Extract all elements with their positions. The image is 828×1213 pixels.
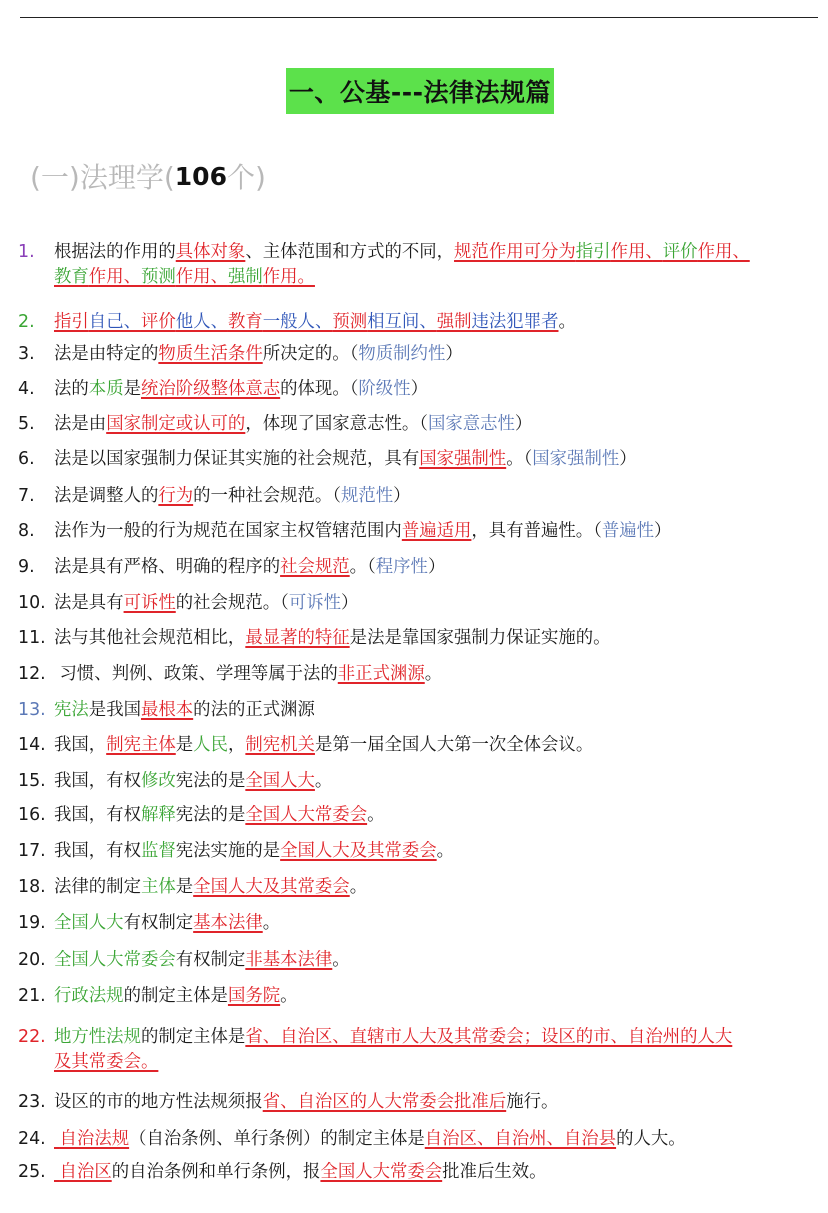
item-line: [18, 240, 828, 265]
item-text: 可诉性: [288, 593, 341, 613]
item-text: 自己、: [88, 312, 141, 332]
list-item: [18, 591, 828, 616]
item-number: 25.: [18, 1162, 46, 1182]
item-text: 法是具有严格、明确的程序的: [54, 557, 281, 577]
item-text: 普遍性: [601, 521, 655, 541]
item-text: 人民: [193, 735, 228, 755]
item-text: 省、自治区、直辖市人大及其常委会；设区的市、自治州的人大: [245, 1027, 733, 1047]
item-text: 是: [123, 379, 141, 399]
list-item: [18, 1025, 828, 1075]
item-number: 7.: [18, 486, 35, 506]
list-item: [18, 1127, 828, 1152]
item-text: 我国，有权: [54, 771, 141, 791]
item-number: 1.: [18, 242, 35, 262]
item-line: [18, 310, 828, 335]
item-number: 4.: [18, 379, 35, 399]
item-text: 解释: [140, 805, 176, 825]
item-text: 自治区、自治州、自治县: [424, 1129, 617, 1149]
item-text: 法是以国家强制力保证其实施的社会规范，具有: [54, 449, 420, 469]
list-item: [18, 839, 828, 864]
item-number: 24.: [18, 1129, 46, 1149]
section-heading: [30, 154, 266, 198]
item-text: 一般人、: [262, 312, 333, 332]
item-line: [18, 1160, 828, 1185]
item-line: [18, 447, 828, 472]
item-text: 。: [262, 913, 281, 933]
item-line: [18, 555, 828, 580]
item-text: 作用、: [175, 267, 228, 287]
item-text: 。: [367, 805, 385, 825]
item-text: 是我国: [88, 700, 141, 720]
item-text: 非基本法律: [245, 950, 333, 970]
list-item: [18, 803, 828, 828]
item-text: 地方性法规: [54, 1027, 141, 1047]
list-item: [18, 911, 828, 936]
item-text: ，具有普遍性。（: [471, 521, 602, 541]
item-text: 制宪主体: [106, 735, 176, 755]
item-text: ）: [514, 414, 533, 434]
list-item: [18, 555, 828, 580]
item-text: 修改: [140, 771, 176, 791]
item-number: 5.: [18, 414, 35, 434]
item-number: 8.: [18, 521, 35, 541]
item-line: [18, 484, 828, 509]
item-text: 是法是靠国家强制力保证实施的。: [349, 628, 611, 648]
item-text: 。: [558, 312, 576, 332]
item-line: [18, 839, 828, 864]
list-item: [18, 447, 828, 472]
item-text: 我国，有权: [54, 841, 141, 861]
item-text: 。: [332, 950, 350, 970]
item-text: 宪法实施的是: [175, 841, 281, 861]
item-text: 的制定主体是: [140, 1027, 246, 1047]
item-text: 。（: [506, 449, 533, 469]
list-item: [18, 310, 828, 335]
list-item: [18, 769, 828, 794]
item-text: ）: [393, 486, 411, 506]
item-text: 国家意志性: [427, 414, 515, 434]
item-text: 我国，: [54, 735, 107, 755]
list-item: [18, 412, 828, 437]
item-text: 统治阶级整体意志: [141, 379, 281, 399]
item-text: 行政法规: [54, 986, 124, 1006]
item-number: 16.: [18, 805, 46, 825]
item-text: 的自治条例和单行条例，报: [111, 1162, 321, 1182]
item-number: 19.: [18, 913, 46, 933]
item-text: 批准后生效。: [442, 1162, 547, 1182]
item-number: 22.: [18, 1027, 46, 1047]
item-text: 所决定的。（: [262, 344, 359, 364]
item-line: [18, 1127, 828, 1152]
list-item: [18, 626, 828, 651]
item-text: 规范作用可分为: [454, 242, 576, 262]
item-text: 。: [436, 841, 455, 861]
item-text: 的制定主体是: [123, 986, 228, 1006]
item-text: 省、自治区的人大常委会批准后: [262, 1092, 507, 1112]
item-text: 是: [175, 735, 194, 755]
item-text: 预测: [140, 267, 176, 287]
item-text: 法与其他社会规范相比，: [54, 628, 246, 648]
item-text: 阶级性: [358, 379, 411, 399]
item-text: 。: [349, 877, 368, 897]
item-text: 监督: [140, 841, 176, 861]
item-text: 制宪机关: [245, 735, 315, 755]
item-text: 的社会规范。（: [175, 593, 289, 613]
item-text: 违法犯罪者: [471, 312, 559, 332]
item-text: ）: [654, 521, 672, 541]
item-line: [18, 875, 828, 900]
list-item: [18, 1090, 828, 1115]
item-text: 强制: [227, 267, 263, 287]
item-text: 施行。: [506, 1092, 559, 1112]
item-line: [18, 984, 828, 1009]
item-text: 相互间、: [367, 312, 437, 332]
item-text: 我国，有权: [54, 805, 141, 825]
item-text: 法的: [54, 379, 89, 399]
item-text: 普遍适用: [401, 521, 472, 541]
item-text: 国家制定或认可的: [106, 414, 246, 434]
item-number: 10.: [18, 593, 46, 613]
top-rule: [20, 17, 818, 18]
item-text: 物质生活条件: [158, 344, 263, 364]
item-text: 自治法规: [59, 1129, 130, 1149]
item-number: 9.: [18, 557, 35, 577]
item-line: [18, 803, 828, 828]
item-number: 14.: [18, 735, 46, 755]
item-text: 是第一届全国人大第一次全体会议。: [314, 735, 594, 755]
item-text: 。: [424, 664, 443, 684]
item-text: 法是由: [54, 414, 107, 434]
item-number: 20.: [18, 950, 46, 970]
item-text: 本质: [88, 379, 124, 399]
item-text: 宪法: [54, 700, 89, 720]
item-text: 非正式渊源: [337, 664, 425, 684]
list-item: [18, 484, 828, 509]
item-text: 评价: [140, 312, 176, 332]
item-text: 教育: [54, 267, 89, 287]
section-count: 106: [174, 161, 227, 191]
item-text: ，: [227, 735, 246, 755]
item-line: [18, 626, 828, 651]
item-text: 程序性: [375, 557, 428, 577]
item-text: 作用。: [262, 267, 315, 287]
list-item: [18, 662, 828, 687]
item-text: 法是由特定的: [54, 344, 159, 364]
item-text: 最显著的特征: [245, 628, 350, 648]
item-text: 物质制约性: [358, 344, 446, 364]
item-text: 有权制定: [123, 913, 194, 933]
item-text: 国家强制性: [419, 449, 507, 469]
item-text: ）: [445, 344, 463, 364]
item-text: 指引: [575, 242, 611, 262]
item-number: 21.: [18, 986, 46, 1006]
item-line: [18, 733, 828, 758]
item-text: 的一种社会规范。（: [193, 486, 341, 506]
item-number: 6.: [18, 449, 35, 469]
item-text: 评价: [662, 242, 698, 262]
item-text: 。: [280, 986, 298, 1006]
item-text: 全国人大常委会: [245, 805, 368, 825]
item-text: 的体现。（: [280, 379, 359, 399]
item-text: 作用、: [88, 267, 141, 287]
list-item: [18, 240, 828, 290]
item-number: 3.: [18, 344, 35, 364]
item-text: 教育: [227, 312, 263, 332]
item-text: ）: [427, 557, 446, 577]
item-text: 全国人大及其常委会: [193, 877, 350, 897]
item-number: 18.: [18, 877, 46, 897]
item-text: 社会规范: [280, 557, 350, 577]
item-text: ）: [341, 593, 359, 613]
item-text: 。（: [349, 557, 376, 577]
item-text: （自治条例、单行条例）的制定主体是: [129, 1129, 425, 1149]
item-text: 法作为一般的行为规范在国家主权管辖范围内: [54, 521, 402, 541]
item-text: 自治区: [59, 1162, 112, 1182]
item-text: 规范性: [340, 486, 394, 506]
item-line: [18, 377, 828, 402]
item-number: 2.: [18, 312, 35, 332]
item-number: 15.: [18, 771, 46, 791]
item-line: [18, 769, 828, 794]
item-text: 指引: [54, 312, 89, 332]
item-text: 的人大。: [616, 1129, 686, 1149]
item-line: [18, 1025, 828, 1050]
item-line: [18, 1090, 828, 1115]
item-line: [18, 698, 828, 723]
item-text: 基本法律: [193, 913, 263, 933]
item-text: 全国人大常委会: [320, 1162, 443, 1182]
item-text: 设区的市的地方性法规须报: [54, 1092, 263, 1112]
item-text: 具体对象: [175, 242, 246, 262]
list-item: [18, 519, 828, 544]
item-text: 法律的制定: [54, 877, 141, 897]
item-line: [18, 911, 828, 936]
item-text: 预测: [332, 312, 368, 332]
item-text: 。: [314, 771, 333, 791]
item-text: 法是调整人的: [54, 486, 159, 506]
item-text: ）: [619, 449, 637, 469]
list-item: [18, 377, 828, 402]
item-text: 习惯、判例、政策、学理等属于法的: [54, 664, 338, 684]
item-text: 可诉性: [123, 593, 176, 613]
item-line: [18, 1050, 828, 1075]
item-text: 宪法的是: [175, 771, 246, 791]
item-text: 全国人大及其常委会: [280, 841, 437, 861]
item-text: 、主体范围和方式的不同，: [245, 242, 455, 262]
item-text: 及其常委会。: [54, 1052, 159, 1072]
list-item: [18, 948, 828, 973]
item-text: 宪法的是: [175, 805, 246, 825]
item-text: 他人、: [175, 312, 228, 332]
item-text: 作用、: [610, 242, 663, 262]
item-text: 有权制定: [175, 950, 246, 970]
item-line: [18, 519, 828, 544]
list-item: [18, 342, 828, 367]
item-text: 强制: [436, 312, 472, 332]
list-item: [18, 875, 828, 900]
item-text: 是: [175, 877, 194, 897]
item-text: 全国人大: [245, 771, 315, 791]
item-line: [18, 412, 828, 437]
item-text: 法是具有: [54, 593, 124, 613]
item-line: [18, 342, 828, 367]
item-text: 全国人大常委会: [54, 950, 176, 970]
page-title: 一、公基---法律法规篇: [286, 68, 554, 114]
list-item: [18, 1160, 828, 1185]
item-line: [18, 662, 828, 687]
item-line: [18, 591, 828, 616]
item-line: [18, 948, 828, 973]
item-number: 12.: [18, 664, 46, 684]
item-text: 根据法的作用的: [54, 242, 176, 262]
section-prefix: (一)法理学(: [30, 161, 175, 194]
item-text: 国务院: [227, 986, 281, 1006]
item-text: 全国人大: [54, 913, 124, 933]
section-suffix: 个): [226, 161, 266, 194]
list-item: [18, 984, 828, 1009]
item-number: 23.: [18, 1092, 46, 1112]
list-item: [18, 733, 828, 758]
item-text: 最根本: [140, 700, 194, 720]
item-number: 11.: [18, 628, 46, 648]
item-text: 行为: [158, 486, 194, 506]
item-text: 主体: [140, 877, 176, 897]
list-item: [18, 698, 828, 723]
item-text: 国家强制性: [532, 449, 620, 469]
item-text: ）: [410, 379, 428, 399]
item-number: 13.: [18, 700, 46, 720]
item-text: 作用、: [697, 242, 750, 262]
item-text: 的法的正式渊源: [193, 700, 315, 720]
item-number: 17.: [18, 841, 46, 861]
item-text: ，体现了国家意志性。（: [245, 414, 428, 434]
item-line: [18, 265, 828, 290]
